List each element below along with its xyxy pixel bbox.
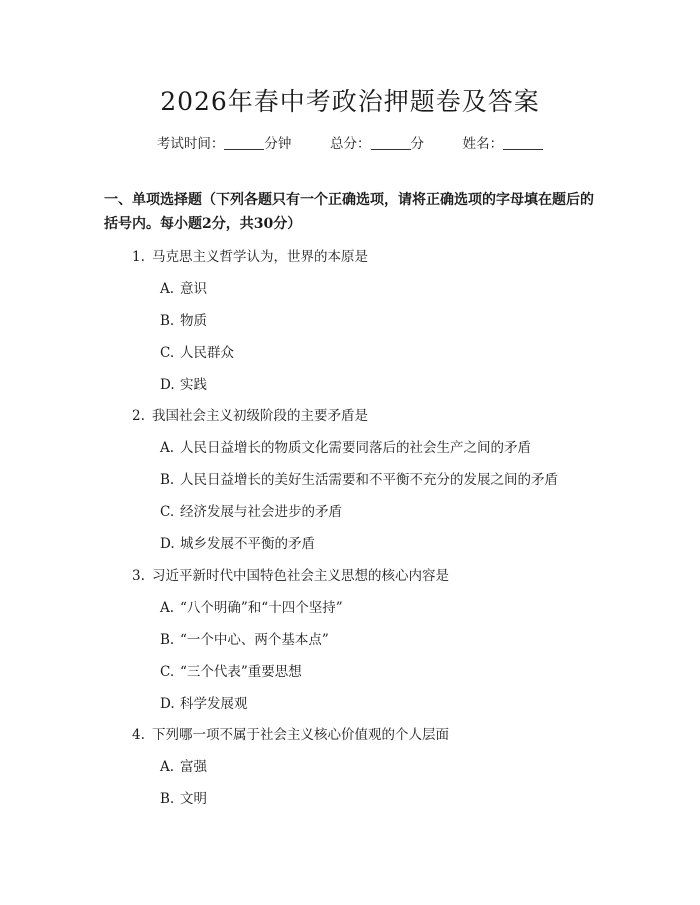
option-text: 人民群众 [180, 345, 234, 361]
option-text: 人民日益增长的物质文化需要同落后的社会生产之间的矛盾 [180, 440, 531, 456]
option-3d [160, 692, 248, 712]
option-text: 物质 [180, 313, 207, 329]
option-letter: B. [160, 791, 175, 807]
question-text: 我国社会主义初级阶段的主要矛盾是 [152, 408, 368, 424]
option-letter: A. [160, 600, 175, 616]
option-text: 人民日益增长的美好生活需要和不平衡不充分的发展之间的矛盾 [180, 472, 558, 488]
question-number: 1. [132, 249, 145, 265]
option-4b [160, 787, 207, 807]
question-1 [132, 245, 368, 265]
option-4a [160, 755, 207, 775]
option-3c [160, 660, 302, 680]
question-number: 2. [132, 408, 145, 424]
question-4 [132, 723, 449, 743]
option-3a [160, 596, 343, 616]
option-text: “一个中心、两个基本点” [180, 632, 329, 648]
option-2c [160, 500, 342, 520]
name-label: 姓名： [462, 136, 504, 152]
option-text: 城乡发展不平衡的矛盾 [180, 536, 315, 552]
option-letter: B. [160, 472, 175, 488]
exam-meta [0, 132, 700, 152]
score-label: 总分： [330, 136, 371, 152]
option-1d [160, 373, 207, 393]
option-letter: A. [160, 281, 175, 297]
option-letter: D. [160, 377, 175, 393]
option-letter: C. [160, 504, 175, 520]
option-letter: B. [160, 632, 175, 648]
option-text: 意识 [180, 281, 207, 297]
option-letter: C. [160, 345, 175, 361]
option-text: 实践 [180, 377, 207, 393]
option-letter: A. [160, 759, 175, 775]
option-text: 科学发展观 [180, 696, 248, 712]
score-unit: 分 [410, 136, 424, 152]
time-label: 考试时间： [156, 136, 225, 152]
option-text: 文明 [180, 791, 207, 807]
option-1b [160, 309, 207, 329]
option-1c [160, 341, 234, 361]
option-2a [160, 436, 531, 456]
option-2b [160, 468, 558, 488]
option-text: “八个明确”和“十四个坚持” [180, 600, 343, 616]
question-text: 马克思主义哲学认为，世界的本原是 [152, 249, 368, 265]
question-2 [132, 404, 368, 424]
score-blank [371, 135, 411, 150]
page-title: 2026年春中考政治押题卷及答案 [160, 87, 540, 116]
question-text: 下列哪一项不属于社会主义核心价值观的个人层面 [152, 727, 449, 743]
option-letter: B. [160, 313, 175, 329]
option-letter: D. [160, 536, 175, 552]
option-text: “三个代表”重要思想 [180, 664, 302, 680]
section-heading: 一、单项选择题（下列各题只有一个正确选项，请将正确选项的字母填在题后的括号内。每小题2分，共30分） [104, 192, 594, 232]
question-text: 习近平新时代中国特色社会主义思想的核心内容是 [152, 568, 449, 584]
time-blank [224, 135, 264, 150]
name-blank [503, 135, 543, 150]
option-3b [160, 628, 329, 648]
option-letter: A. [160, 440, 175, 456]
option-text: 经济发展与社会进步的矛盾 [180, 504, 342, 520]
option-letter: D. [160, 696, 175, 712]
option-text: 富强 [180, 759, 207, 775]
option-2d [160, 532, 315, 552]
time-unit: 分钟 [264, 136, 292, 152]
option-letter: C. [160, 664, 175, 680]
option-1a [160, 277, 207, 297]
question-3 [132, 564, 449, 584]
question-number: 4. [132, 727, 145, 743]
question-number: 3. [132, 568, 145, 584]
